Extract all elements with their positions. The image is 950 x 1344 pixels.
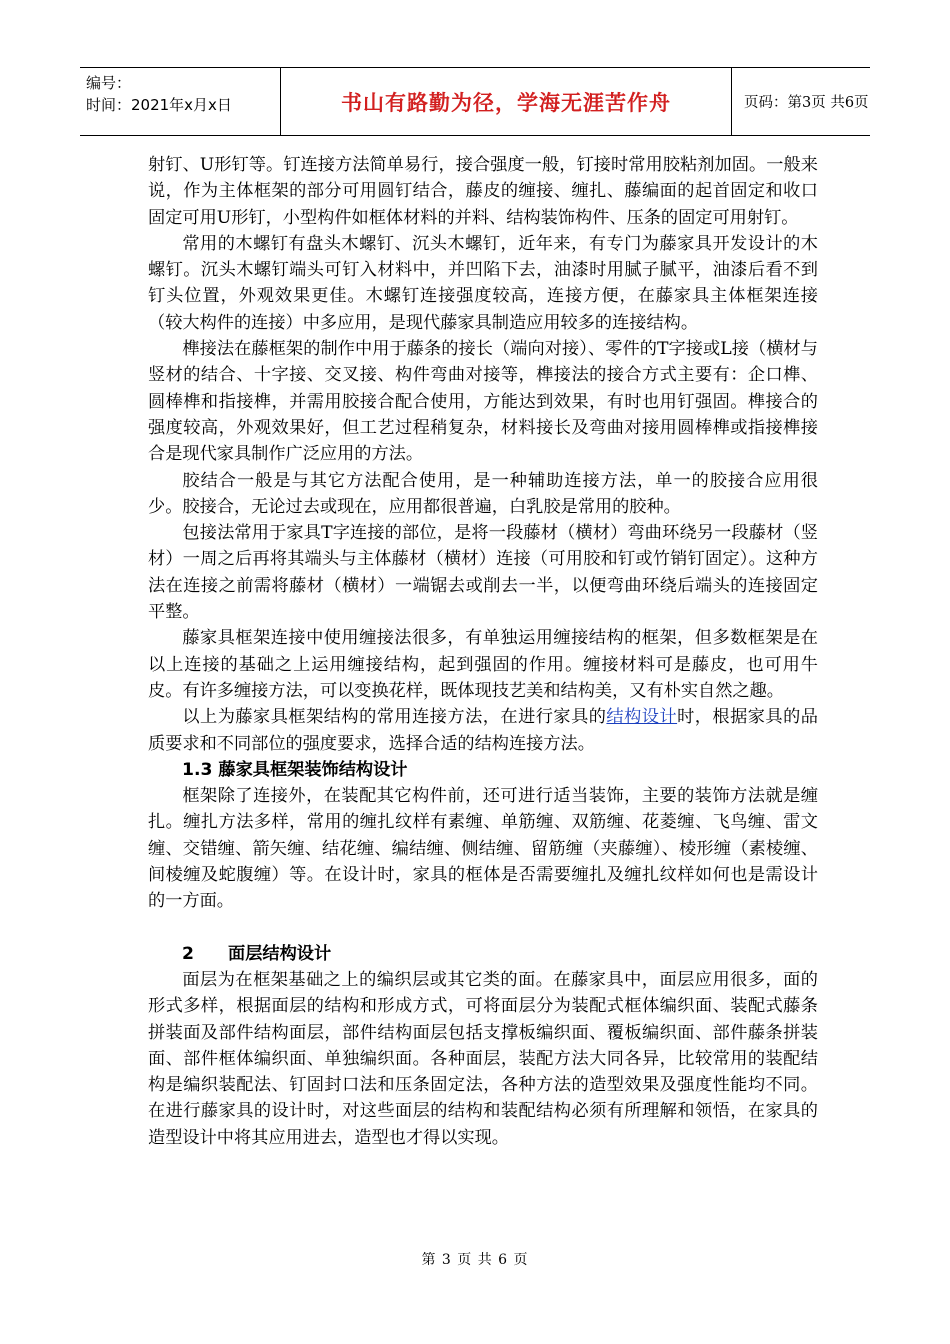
paragraph: 榫接法在藤框架的制作中用于藤条的接长（端向对接）、零件的T字接或L接（横材与竖材的结合、十字接、交叉接、构件弯曲对接等，榫接法的接合方式主要有：企口榫、圆棒榫和指接榫，并需用胶接合配合使用，方能达到效果，有时也用钉强固。榫接合的强度较高，外观效果好，但工艺过程稍复杂，材料接长及弯曲对接用圆棒榫或指接榫接合是现代家具制作广泛应用的方法。	[148, 339, 818, 465]
header-motto: 书山有路勤为径，学海无涯苦作舟	[341, 90, 671, 115]
section-heading-1-3: 1.3 藤家具框架装饰结构设计	[182, 759, 408, 780]
header-page-info-cell	[732, 68, 870, 135]
page-header	[80, 67, 870, 136]
paragraph: 藤家具框架连接中使用缠接法很多，有单独运用缠接结构的框架，但多数框架是在以上连接的基础之上运用缠接结构，起到强固的作用。缠接材料可是藤皮，也可用牛皮。有许多缠接方法，可以变换花样，既体现技艺美和结构美，又有朴实自然之趣。	[148, 628, 818, 701]
paragraph: 射钉、U形钉等。钉连接方法简单易行，接合强度一般，钉接时常用胶粘剂加固。一般来说，作为主体框架的部分可用圆钉结合，藤皮的缠接、缠扎、藤编面的起首固定和收口固定可用U形钉，小型构件如框体材料的并料、结构装饰构件、压条的固定可用射钉。	[148, 155, 818, 228]
document-time-label: 时间：2021年x月x日	[86, 96, 232, 114]
paragraph-text: 时，根据家具的品质要求和不同部位的强度要求，选择合适的结构连接方法。	[148, 707, 818, 754]
paragraph-with-link	[148, 704, 818, 757]
paragraph: 常用的木螺钉有盘头木螺钉、沉头木螺钉，近年来，有专门为藤家具开发设计的木螺钉。沉头木螺钉端头可钉入材料中，并凹陷下去，油漆时用腻子腻平，油漆后看不到钉头位置，外观效果更佳。木螺钉连接强度较高，连接方便，在藤家具主体框架连接（较大构件的连接）中多应用，是现代藤家具制造应用较多的连接结构。	[148, 233, 818, 333]
section-title: 面层结构设计	[228, 943, 332, 964]
paragraph: 包接法常用于家具T字连接的部位，是将一段藤材（横材）弯曲环绕另一段藤材（竖材）一周之后再将其端头与主体藤材（横材）连接（可用胶和钉或竹销钉固定）。这种方法在连接之前需将藤材（横材）一端锯去或削去一半，以便弯曲环绕后端头的连接固定平整。	[148, 523, 818, 623]
section-heading-2	[148, 941, 818, 967]
structure-design-link[interactable]: 结构设计	[606, 707, 678, 728]
paragraph: 胶结合一般是与其它方法配合使用，是一种辅助连接方法，单一的胶接合应用很少。胶接合，无论过去或现在，应用都很普遍，白乳胶是常用的胶种。	[148, 470, 818, 517]
section-number: 2	[182, 943, 194, 964]
header-motto-cell	[280, 68, 732, 135]
paragraph: 框架除了连接外，在装配其它构件前，还可进行适当装饰，主要的装饰方法就是缠扎。缠扎方法多样，常用的缠扎纹样有素缠、单筋缠、双筋缠、花菱缠、飞鸟缠、雷文缠、交错缠、箭矢缠、结花缠、编结缠、侧结缠、留筋缠（夹藤缠）、棱形缠（素棱缠、间棱缠及蛇腹缠）等。在设计时，家具的框体是否需要缠扎及缠扎纹样如何也是需设计的一方面。	[148, 786, 818, 912]
header-page-info: 页码：第3页 共6页	[744, 95, 869, 111]
document-body	[148, 152, 818, 1151]
header-meta	[80, 68, 280, 135]
document-number-label: 编号：	[86, 74, 132, 92]
paragraph: 面层为在框架基础之上的编织层或其它类的面。在藤家具中，面层应用很多，面的形式多样，根据面层的结构和形成方式，可将面层分为装配式框体编织面、装配式藤条拼装面及部件结构面层，部件结构面层包括支撑板编织面、覆板编织面、部件藤条拼装面、部件框体编织面、单独编织面。各种面层，装配方法大同各异，比较常用的装配结构是编织装配法、钉固封口法和压条固定法，各种方法的造型效果及强度性能均不同。在进行藤家具的设计时，对这些面层的结构和装配结构必须有所理解和领悟，在家具的造型设计中将其应用进去，造型也才得以实现。	[148, 969, 818, 1148]
paragraph-text: 以上为藤家具框架结构的常用连接方法，在进行家具的	[182, 707, 607, 728]
page-footer: 第 3 页 共 6 页	[421, 1252, 529, 1268]
